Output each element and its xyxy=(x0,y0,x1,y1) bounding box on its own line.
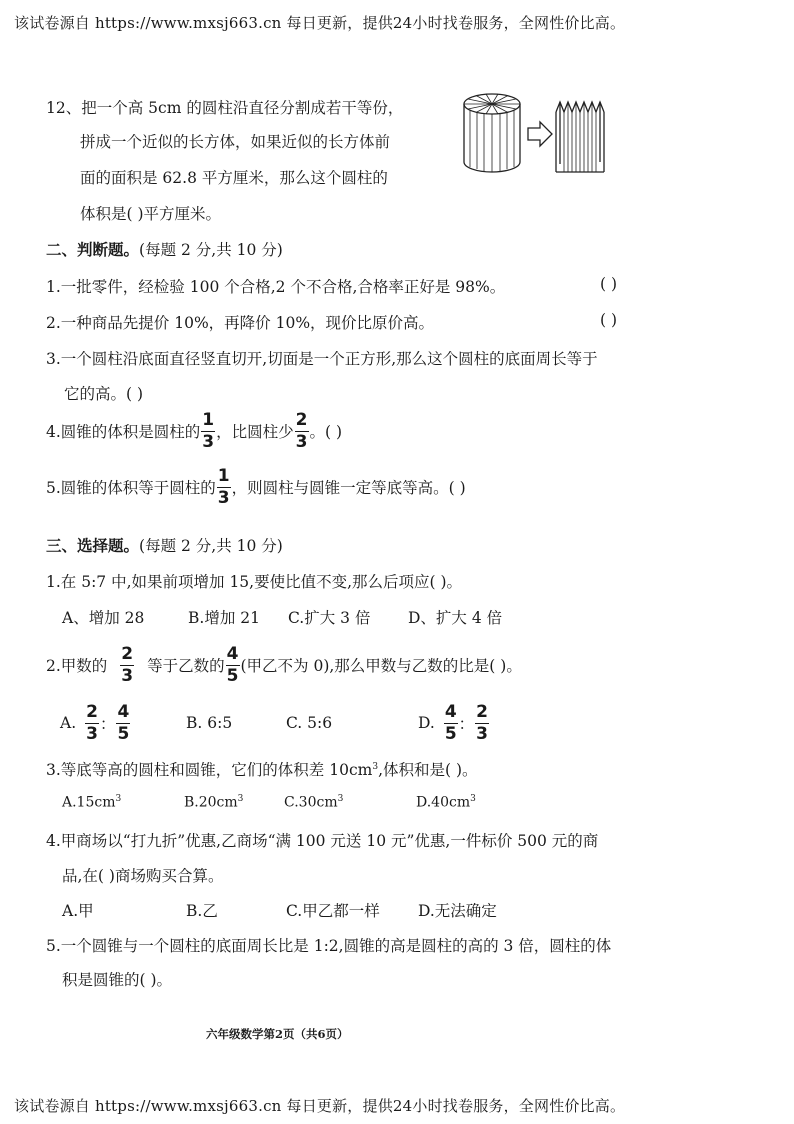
fraction-denominator: 5 xyxy=(444,723,457,744)
fraction-four-fifths xyxy=(444,701,458,744)
choice-q2-option-c[interactable]: C. 5:6 xyxy=(286,714,333,732)
choice-q3-option-b[interactable] xyxy=(184,794,243,811)
judge-q1-answer[interactable]: ( ) xyxy=(600,275,618,293)
choice-q2-text-a: 2.甲数的 xyxy=(46,657,108,675)
page-number-footer: 六年级数学第2页（共6页） xyxy=(206,1027,349,1041)
fraction-numerator: 4 xyxy=(117,701,130,722)
fraction-two-thirds xyxy=(295,409,309,452)
fraction-four-fifths xyxy=(226,643,240,686)
fraction-two-thirds xyxy=(85,701,99,744)
choice-q3-text-a: 3.等底等高的圆柱和圆锥，它们的体积差 10cm xyxy=(46,761,373,779)
option-text: C.30cm xyxy=(284,794,338,811)
choice-q2-text-c: (甲乙不为 0),那么甲数与乙数的比是( )。 xyxy=(240,657,522,675)
judge-q3-line1: 3.一个圆柱沿底面直径竖直切开,切面是一个正方形,那么这个圆柱的底面周长等于 xyxy=(46,350,598,368)
superscript-3: 3 xyxy=(115,794,122,804)
choice-q2-text-b: 等于乙数的 xyxy=(147,657,225,675)
q12-line1: 12、把一个高 5cm 的圆柱沿直径分割成若干等份， xyxy=(46,99,404,117)
q12-line2: 拼成一个近似的长方体，如果近似的长方体前 xyxy=(80,133,391,151)
choice-q1-option-b[interactable]: B.增加 21 xyxy=(188,609,260,627)
judge-q4-text-b: ，比圆柱少 xyxy=(216,423,294,441)
fraction-numerator: 1 xyxy=(217,465,230,486)
choice-q1-option-c[interactable]: C.扩大 3 倍 xyxy=(288,609,371,627)
fraction-one-third xyxy=(201,409,215,452)
fraction-numerator: 2 xyxy=(121,643,134,664)
choice-q4-option-a[interactable]: A.甲 xyxy=(62,902,94,920)
superscript-3: 3 xyxy=(372,761,379,772)
fraction-denominator: 3 xyxy=(202,431,215,452)
choice-q4-option-b[interactable]: B.乙 xyxy=(186,902,218,920)
judge-q5-text-a: 5.圆锥的体积等于圆柱的 xyxy=(46,479,216,497)
judge-q4 xyxy=(46,408,342,454)
cylinder-to-cuboid-figure xyxy=(462,90,642,180)
choice-q2-option-a[interactable] xyxy=(60,700,131,746)
section3-heading xyxy=(46,534,283,556)
fraction-numerator: 2 xyxy=(476,701,489,722)
choice-q4-line1: 4.甲商场以“打九折”优惠,乙商场“满 100 元送 10 元”优惠,一件标价 500 元的商 xyxy=(46,832,599,850)
choice-q3-option-c[interactable] xyxy=(284,794,343,811)
choice-q4-option-c[interactable]: C.甲乙都一样 xyxy=(286,902,380,920)
fraction-numerator: 4 xyxy=(444,701,457,722)
choice-q1-option-d[interactable]: D、扩大 4 倍 xyxy=(408,609,503,627)
choice-q2 xyxy=(46,642,522,688)
section2-heading xyxy=(46,238,283,260)
fraction-one-third xyxy=(217,465,231,508)
option-letter: A. xyxy=(60,714,77,732)
section3-title: 三、选择题。 xyxy=(46,536,140,555)
judge-q2-answer[interactable]: ( ) xyxy=(600,311,618,329)
choice-q2-option-b[interactable]: B. 6:5 xyxy=(186,714,233,732)
ratio-colon: ： xyxy=(99,715,116,733)
judge-q5 xyxy=(46,464,466,510)
option-text: D.40cm xyxy=(416,794,471,811)
judge-q2: 2.一种商品先提价 10%，再降价 10%，现价比原价高。 xyxy=(46,314,435,332)
section2-title: 二、判断题。 xyxy=(46,240,140,259)
choice-q3-option-a[interactable] xyxy=(62,794,121,811)
judge-q4-text-a: 4.圆锥的体积是圆柱的 xyxy=(46,423,201,441)
choice-q3-text-b: ,体积和是( )。 xyxy=(378,761,478,779)
ratio-colon: ： xyxy=(458,715,475,733)
choice-q4-line2: 品,在( )商场购买合算。 xyxy=(62,867,224,885)
choice-q3-option-d[interactable] xyxy=(416,794,476,811)
option-text: B.20cm xyxy=(184,794,238,811)
superscript-3: 3 xyxy=(337,794,344,804)
judge-q5-text-b: ，则圆柱与圆锥一定等底等高。( ) xyxy=(231,479,466,497)
footer-banner: 该试卷源自 https://www.mxsj663.cn 每日更新，提供24小时找卷服务，全网性价比高。 xyxy=(14,1097,626,1115)
choice-q2-option-d[interactable] xyxy=(418,700,490,746)
fraction-four-fifths xyxy=(116,701,130,744)
choice-q1: 1.在 5:7 中,如果前项增加 15,要使比值不变,那么后项应( )。 xyxy=(46,573,463,591)
fraction-numerator: 2 xyxy=(295,409,308,430)
header-banner: 该试卷源自 https://www.mxsj663.cn 每日更新，提供24小时找卷服务，全网性价比高。 xyxy=(14,14,626,32)
fraction-denominator: 3 xyxy=(295,431,308,452)
section2-note: (每题 2 分,共 10 分) xyxy=(139,241,283,259)
option-text: A.15cm xyxy=(62,794,116,811)
fraction-numerator: 2 xyxy=(86,701,98,722)
superscript-3: 3 xyxy=(470,794,476,804)
fraction-denominator: 3 xyxy=(217,487,230,508)
judge-q4-text-c: 。( ) xyxy=(309,423,343,441)
q12-line4: 体积是( )平方厘米。 xyxy=(80,205,222,223)
fraction-two-thirds xyxy=(120,643,134,686)
judge-q1: 1.一批零件，经检验 100 个合格,2 个不合格,合格率正好是 98%。 xyxy=(46,278,506,296)
option-letter: D. xyxy=(418,714,435,732)
q12-line3: 面的面积是 62.8 平方厘米，那么这个圆柱的 xyxy=(80,169,388,187)
fraction-denominator: 3 xyxy=(121,665,134,686)
choice-q5-line2: 积是圆锥的( )。 xyxy=(62,971,173,989)
choice-q4-option-d[interactable]: D.无法确定 xyxy=(418,902,497,920)
choice-q1-option-a[interactable]: A、增加 28 xyxy=(62,609,145,627)
fraction-denominator: 5 xyxy=(117,723,130,744)
fraction-denominator: 3 xyxy=(86,723,98,744)
fraction-two-thirds xyxy=(475,701,489,744)
fraction-numerator: 1 xyxy=(202,409,215,430)
fraction-denominator: 3 xyxy=(476,723,489,744)
judge-q3-line2: 它的高。( ) xyxy=(64,385,144,403)
section3-note: (每题 2 分,共 10 分) xyxy=(139,537,283,555)
superscript-3: 3 xyxy=(237,794,244,804)
choice-q3 xyxy=(46,758,478,780)
fraction-denominator: 5 xyxy=(226,665,239,686)
fraction-numerator: 4 xyxy=(226,643,239,664)
choice-q5-line1: 5.一个圆锥与一个圆柱的底面周长比是 1:2,圆锥的高是圆柱的高的 3 倍，圆柱的体 xyxy=(46,937,612,955)
